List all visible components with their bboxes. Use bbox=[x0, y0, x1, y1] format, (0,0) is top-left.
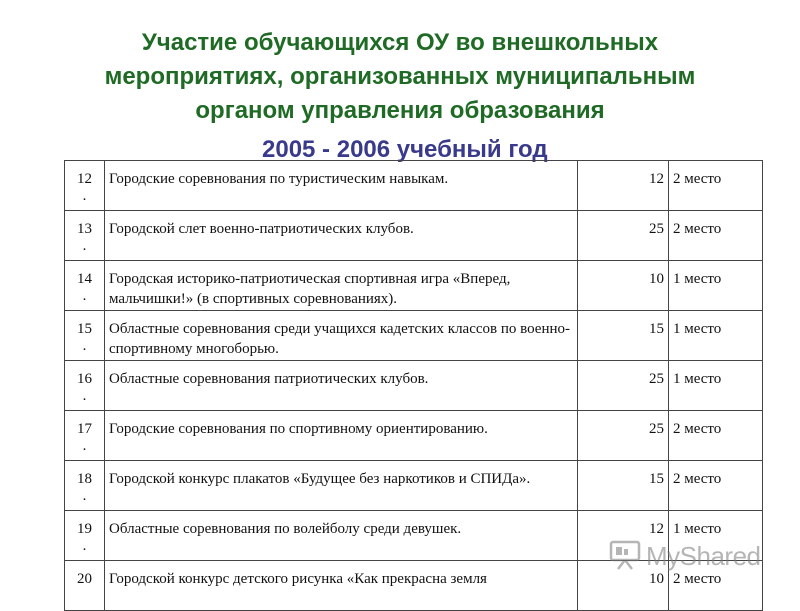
table-row bbox=[65, 161, 763, 211]
participant-count: 10 bbox=[578, 561, 669, 611]
event-name: Областные соревнования среди учащихся кадетских классов по военно-спортивному многоборью. bbox=[105, 311, 578, 361]
page-title bbox=[0, 26, 800, 128]
watermark bbox=[608, 536, 768, 576]
title-line-1: Участие обучающихся ОУ во внешкольных bbox=[141, 29, 659, 56]
place-result: 1 место bbox=[669, 311, 763, 361]
row-number: 12 . bbox=[65, 161, 105, 211]
place-result: 2 место bbox=[669, 461, 763, 511]
place-result: 2 место bbox=[669, 211, 763, 261]
event-name: Областные соревнования по волейболу среди девушек. bbox=[105, 511, 578, 561]
participant-count: 25 bbox=[578, 361, 669, 411]
row-number: 17 . bbox=[65, 411, 105, 461]
row-number: 15 . bbox=[65, 311, 105, 361]
event-name: Городской слет военно-патриотических клубов. bbox=[105, 211, 578, 261]
title-line-3: органом управления образования bbox=[195, 97, 605, 124]
table-row bbox=[65, 411, 763, 461]
table-row bbox=[65, 211, 763, 261]
school-year-heading: 2005 - 2006 учебный год bbox=[262, 136, 548, 163]
title-line-2: мероприятиях, организованных муниципальным bbox=[104, 63, 696, 90]
row-number: 14 . bbox=[65, 261, 105, 311]
participant-count: 10 bbox=[578, 261, 669, 311]
event-name: Городские соревнования по спортивному ориентированию. bbox=[105, 411, 578, 461]
event-name: Городские соревнования по туристическим навыкам. bbox=[105, 161, 578, 211]
participant-count: 25 bbox=[578, 211, 669, 261]
place-result: 2 место bbox=[669, 561, 763, 611]
row-number: 16 . bbox=[65, 361, 105, 411]
place-result: 2 место bbox=[669, 411, 763, 461]
place-result: 2 место bbox=[669, 161, 763, 211]
participant-count: 15 bbox=[578, 461, 669, 511]
watermark-text: MyShared bbox=[646, 540, 761, 571]
table-row bbox=[65, 261, 763, 311]
table-row bbox=[65, 311, 763, 361]
event-name: Городская историко-патриотическая спортивная игра «Вперед, мальчишки!» (в спортивных соревнованиях). bbox=[105, 261, 578, 311]
row-number: 20 bbox=[65, 561, 105, 611]
event-name: Областные соревнования патриотических клубов. bbox=[105, 361, 578, 411]
table-row bbox=[65, 461, 763, 511]
event-name: Городской конкурс детского рисунка «Как прекрасна земля bbox=[105, 561, 578, 611]
participant-count: 12 bbox=[578, 511, 669, 561]
event-name: Городской конкурс плакатов «Будущее без наркотиков и СПИДа». bbox=[105, 461, 578, 511]
place-result: 1 место bbox=[669, 361, 763, 411]
place-result: 1 место bbox=[669, 261, 763, 311]
place-result: 1 место bbox=[669, 511, 763, 561]
row-number: 13 . bbox=[65, 211, 105, 261]
row-number: 19 . bbox=[65, 511, 105, 561]
presentation-board-icon bbox=[608, 537, 642, 576]
participant-count: 15 bbox=[578, 311, 669, 361]
table-row bbox=[65, 361, 763, 411]
participant-count: 25 bbox=[578, 411, 669, 461]
row-number: 18 . bbox=[65, 461, 105, 511]
participant-count: 12 bbox=[578, 161, 669, 211]
